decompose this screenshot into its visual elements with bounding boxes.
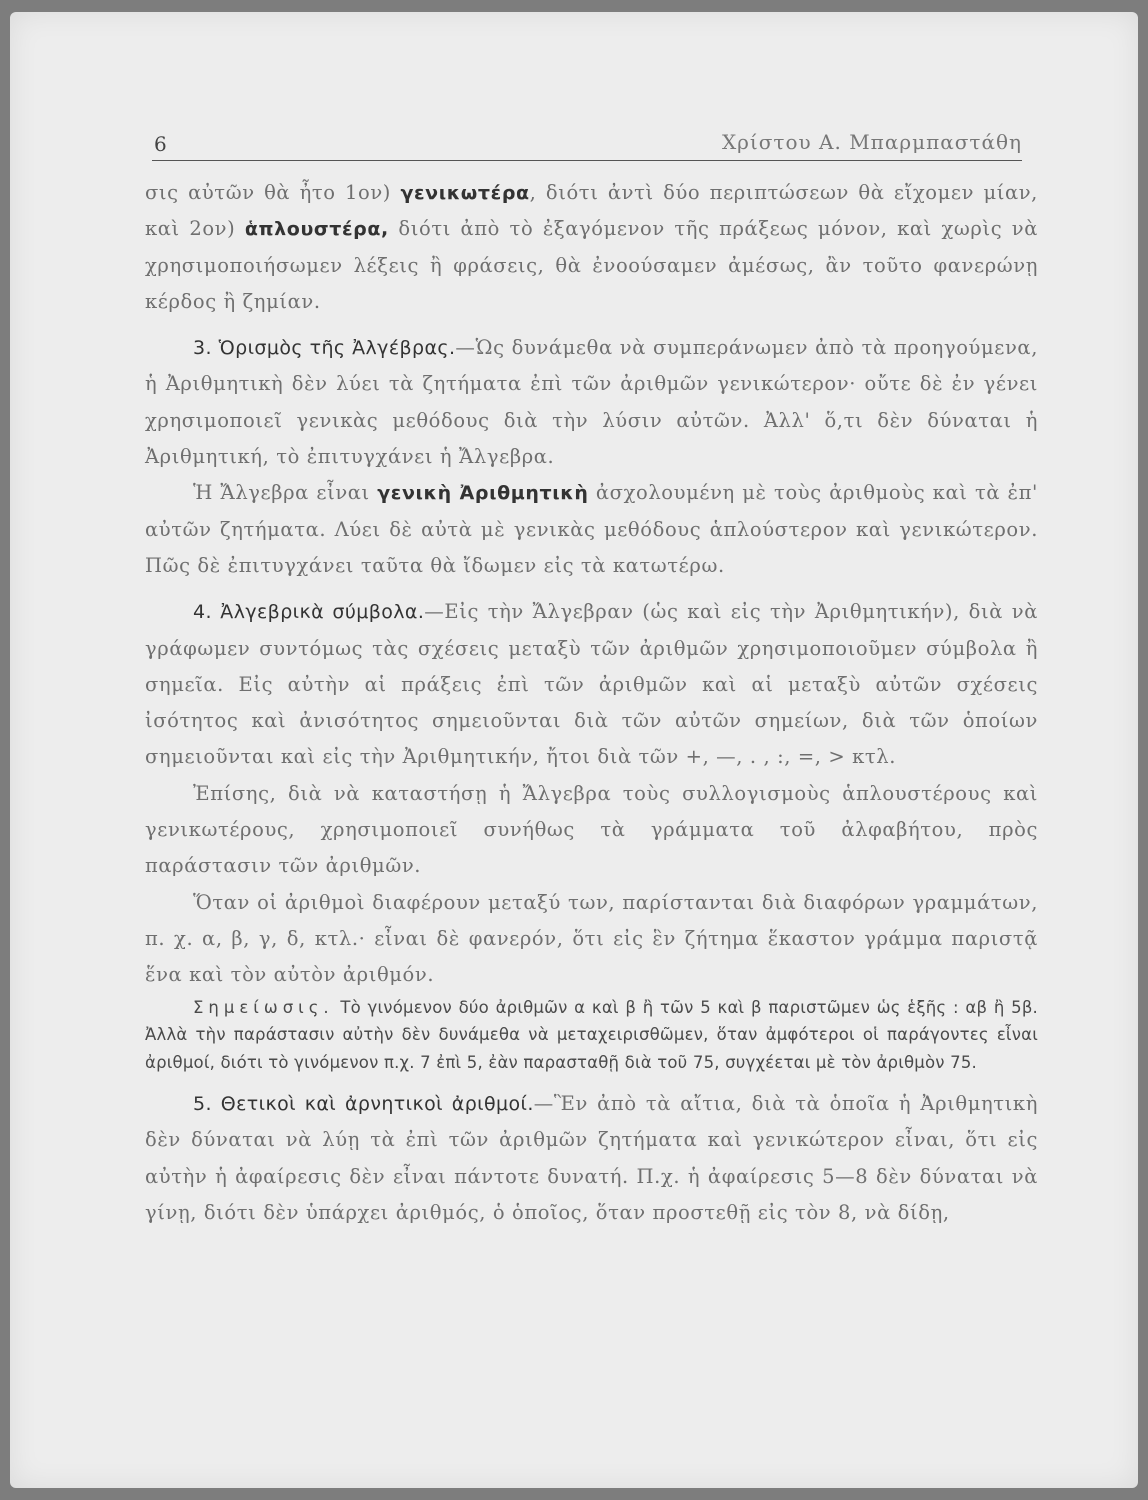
section-5 [145, 1086, 1038, 1231]
bold-term: γενικωτέρα [400, 182, 530, 204]
bold-term: γενικὴ Ἀριθμητικὴ [377, 482, 589, 505]
text-run: διότι ἀπὸ τὸ ἐξαγόμενον τῆς πράξεως μόνον, καὶ χωρὶς νὰ χρησιμοποιήσωμεν λέξεις ἢ φράσεις, θὰ ἐνοούσαμεν ἀμέσως, ἂν τοῦτο φανερώνῃ κέρδος ἢ ζημίαν. [145, 217, 1038, 313]
section-4-text: —Εἰς τὴν Ἄλγεβραν (ὡς καὶ εἰς τὴν Ἀριθμητικήν), διὰ νὰ γράφωμεν συντόμως τὰς σχέσεις μεταξὺ τῶν ἀριθμῶν χρησιμοποιοῦμεν σύμβολα ἢ σημεῖα. Εἰς αὐτὴν αἱ πράξεις ἐπὶ τῶν ἀριθμῶν καὶ αἱ μεταξὺ αὐτῶν σχέσεις ἰσότητος καὶ ἀνισότητος σημειοῦνται διὰ τῶν αὐτῶν σημείων, διὰ τῶν ὁποίων σημειοῦνται καὶ εἰς τὴν Ἀριθμητικήν, ἤτοι διὰ τῶν +, —, . , :, =, > κτλ. [145, 600, 1038, 769]
page-header [152, 124, 1022, 161]
section-3 [145, 330, 1038, 475]
page-body [145, 175, 1038, 1231]
text-run: Ἡ Ἄλγεβρα εἶναι [193, 481, 378, 505]
note [145, 994, 1038, 1077]
paragraph-continued [145, 175, 1038, 320]
note-text: Τὸ γινόμενον δύο ἀριθμῶν α καὶ β ἢ τῶν 5 καὶ β παριστῶμεν ὡς ἑξῆς : αβ ἢ 5β. Ἀλλὰ τὴν παράστασιν αὐτὴν δὲν δυνάμεθα νὰ μεταχειρισθῶμεν, ὅταν ἀμφότεροι οἱ παράγοντες εἶναι ἀριθμοί, διότι τὸ γινόμενον π.χ. 7 ἐπὶ 5, ἐὰν παρασταθῇ διὰ τοῦ 75, συγχέεται μὲ τὸν ἀριθμὸν 75. [145, 997, 1038, 1072]
section-5-heading: 5. Θετικοὶ καὶ ἀρνητικοὶ ἀριθμοί. [193, 1093, 534, 1116]
note-label: Σημείωσις. [193, 997, 334, 1017]
paragraph: Ὅταν οἱ ἀριθμοὶ διαφέρουν μεταξύ των, παρίστανται διὰ διαφόρων γραμμάτων, π. χ. α, β, γ, δ, κτλ.· εἶναι δὲ φανερόν, ὅτι εἰς ἓν ζήτημα ἕκαστον γράμμα παριστᾷ ἕνα καὶ τὸν αὐτὸν ἀριθμόν. [145, 890, 1038, 987]
paragraph: Ἐπίσης, διὰ νὰ καταστήσῃ ἡ Ἄλγεβρα τοὺς συλλογισμοὺς ἁπλουστέρους καὶ γενικωτέρους, χρησιμοποιεῖ συνήθως τὰ γράμματα τοῦ ἀλφαβήτου, πρὸς παράστασιν τῶν ἀριθμῶν. [145, 781, 1038, 878]
algebra-definition [145, 475, 1038, 584]
section-4 [145, 594, 1038, 775]
section-4-heading: 4. Ἀλγεβρικὰ σύμβολα. [193, 601, 425, 624]
running-head: Χρίστου Α. Μπαρμπαστάθη [721, 130, 1022, 154]
page-number: 6 [154, 132, 167, 156]
text-run: ἀσχολουμένη μὲ τοὺς ἀριθμοὺς καὶ τὰ ἐπ' αὐτῶν ζητήματα. Λύει δὲ αὐτὰ μὲ γενικὰς μεθόδους ἁπλούστερον καὶ γενικώτερον. Πῶς δὲ ἐπιτυγχάνει ταῦτα θὰ ἴδωμεν εἰς τὰ κατωτέρω. [145, 481, 1038, 577]
section-5-text: —Ἓν ἀπὸ τὰ αἴτια, διὰ τὰ ὁποῖα ἡ Ἀριθμητικὴ δὲν δύναται νὰ λύῃ τὰ ἐπὶ τῶν ἀριθμῶν ζητήματα καὶ γενικώτερον εἶναι, ὅτι εἰς αὐτὴν ἡ ἀφαίρεσις δὲν εἶναι πάντοτε δυνατή. Π.χ. ἡ ἀφαίρεσις 5—8 δὲν δύναται νὰ γίνῃ, διότι δὲν ὑπάρχει ἀριθμός, ὁ ὁποῖος, ὅταν προστεθῇ εἰς τὸν 8, νὰ δίδῃ, [145, 1092, 1038, 1224]
text-run: , διότι ἀντὶ δύο περιπτώσεων θὰ εἴχομεν μίαν, καὶ 2ον) [145, 181, 1038, 241]
section-3-heading: 3. Ὁρισμὸς τῆς Ἀλγέβρας. [193, 337, 456, 360]
bold-term: ἁπλουστέρα, [244, 218, 389, 241]
text-run: σις αὐτῶν θὰ ἦτο 1ον) [145, 181, 401, 204]
section-3-text: —Ὡς δυνάμεθα νὰ συμπεράνωμεν ἀπὸ τὰ προηγούμενα, ἡ Ἀριθμητικὴ δὲν λύει τὰ ζητήματα ἐπὶ τῶν ἀριθμῶν γενικώτερον· οὔτε δὲ ἐν γένει χρησιμοποιεῖ γενικὰς μεθόδους διὰ τὴν λύσιν αὐτῶν. Ἀλλ' ὅ,τι δὲν δύναται ἡ Ἀριθμητική, τὸ ἐπιτυγχάνει ἡ Ἄλγεβρα. [145, 336, 1038, 469]
